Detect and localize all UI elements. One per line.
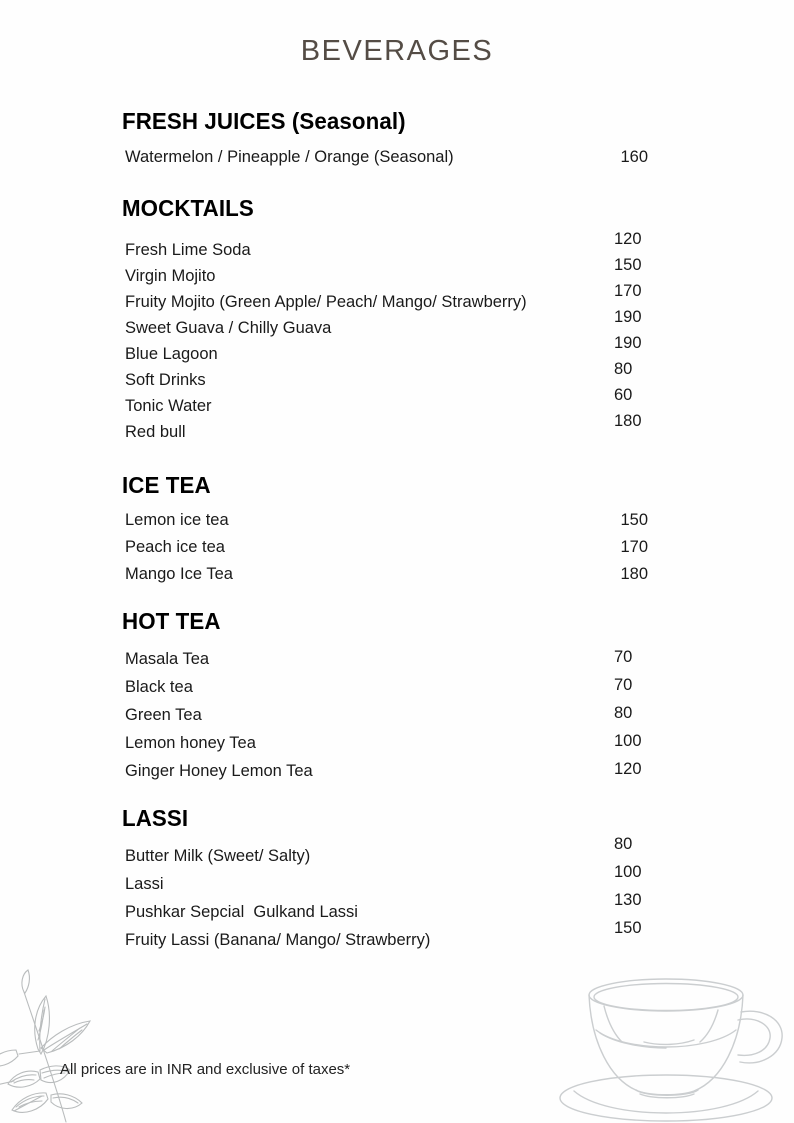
menu-item-name: Fruity Mojito (Green Apple/ Peach/ Mango/ Strawberry) (125, 293, 527, 311)
menu-item-price: 170 (614, 282, 642, 300)
menu-item-name: Green Tea (125, 706, 202, 724)
section-heading: FRESH JUICES (Seasonal) (122, 108, 406, 134)
menu-item-name: Lemon ice tea (125, 511, 229, 529)
teacup-icon (548, 958, 794, 1123)
footer-note: All prices are in INR and exclusive of taxes* (60, 1061, 351, 1078)
menu-item-price: 180 (614, 412, 642, 430)
menu-item-price: 130 (614, 891, 642, 909)
section-heading: MOCKTAILS (122, 195, 254, 221)
menu-item-price: 150 (614, 919, 642, 937)
menu-item-name: Soft Drinks (125, 371, 206, 389)
menu-item-price: 120 (614, 230, 642, 248)
menu-item-price: 80 (614, 704, 633, 722)
menu-item-price: 70 (614, 676, 633, 694)
menu-item-name: Pushkar Sepcial Gulkand Lassi (125, 903, 358, 921)
section-heading: HOT TEA (122, 608, 221, 634)
menu-item-name: Ginger Honey Lemon Tea (125, 762, 313, 780)
menu-item-price: 80 (614, 835, 633, 853)
menu-item-price: 60 (614, 386, 633, 404)
menu-item-price: 70 (614, 648, 633, 666)
menu-item-name: Sweet Guava / Chilly Guava (125, 319, 332, 337)
menu-item-name: Butter Milk (Sweet/ Salty) (125, 847, 311, 865)
page-title: beverages (300, 22, 494, 69)
menu-item-name: Watermelon / Pineapple / Orange (Seasonal) (125, 148, 454, 166)
menu-item-price: 120 (614, 760, 642, 778)
section-heading: LASSI (122, 805, 189, 831)
menu-item-price: 100 (614, 863, 642, 881)
menu-item-price: 170 (620, 538, 648, 556)
menu-item-name: Red bull (125, 423, 186, 441)
menu-item-price: 80 (614, 360, 633, 378)
menu-item-name: Blue Lagoon (125, 345, 218, 363)
menu-item-name: Mango Ice Tea (125, 565, 233, 583)
menu-item-price: 180 (620, 565, 648, 583)
menu-item-name: Black tea (125, 678, 193, 696)
leaf-sprig-icon (0, 900, 114, 1123)
menu-item-price: 160 (620, 148, 648, 166)
menu-item-name: Peach ice tea (125, 538, 225, 556)
menu-item-name: Virgin Mojito (125, 267, 216, 285)
menu-item-name: Tonic Water (125, 397, 212, 415)
menu-item-name: Fruity Lassi (Banana/ Mango/ Strawberry) (125, 931, 431, 949)
menu-item-name: Lassi (125, 875, 164, 893)
section-heading: ICE TEA (122, 472, 211, 498)
menu-item-price: 150 (614, 256, 642, 274)
menu-item-name: Masala Tea (125, 650, 210, 668)
menu-item-price: 150 (620, 511, 648, 529)
menu-item-name: Fresh Lime Soda (125, 241, 251, 259)
menu-item-price: 100 (614, 732, 642, 750)
menu-item-price: 190 (614, 308, 642, 326)
menu-item-name: Lemon honey Tea (125, 734, 256, 752)
menu-item-price: 190 (614, 334, 642, 352)
